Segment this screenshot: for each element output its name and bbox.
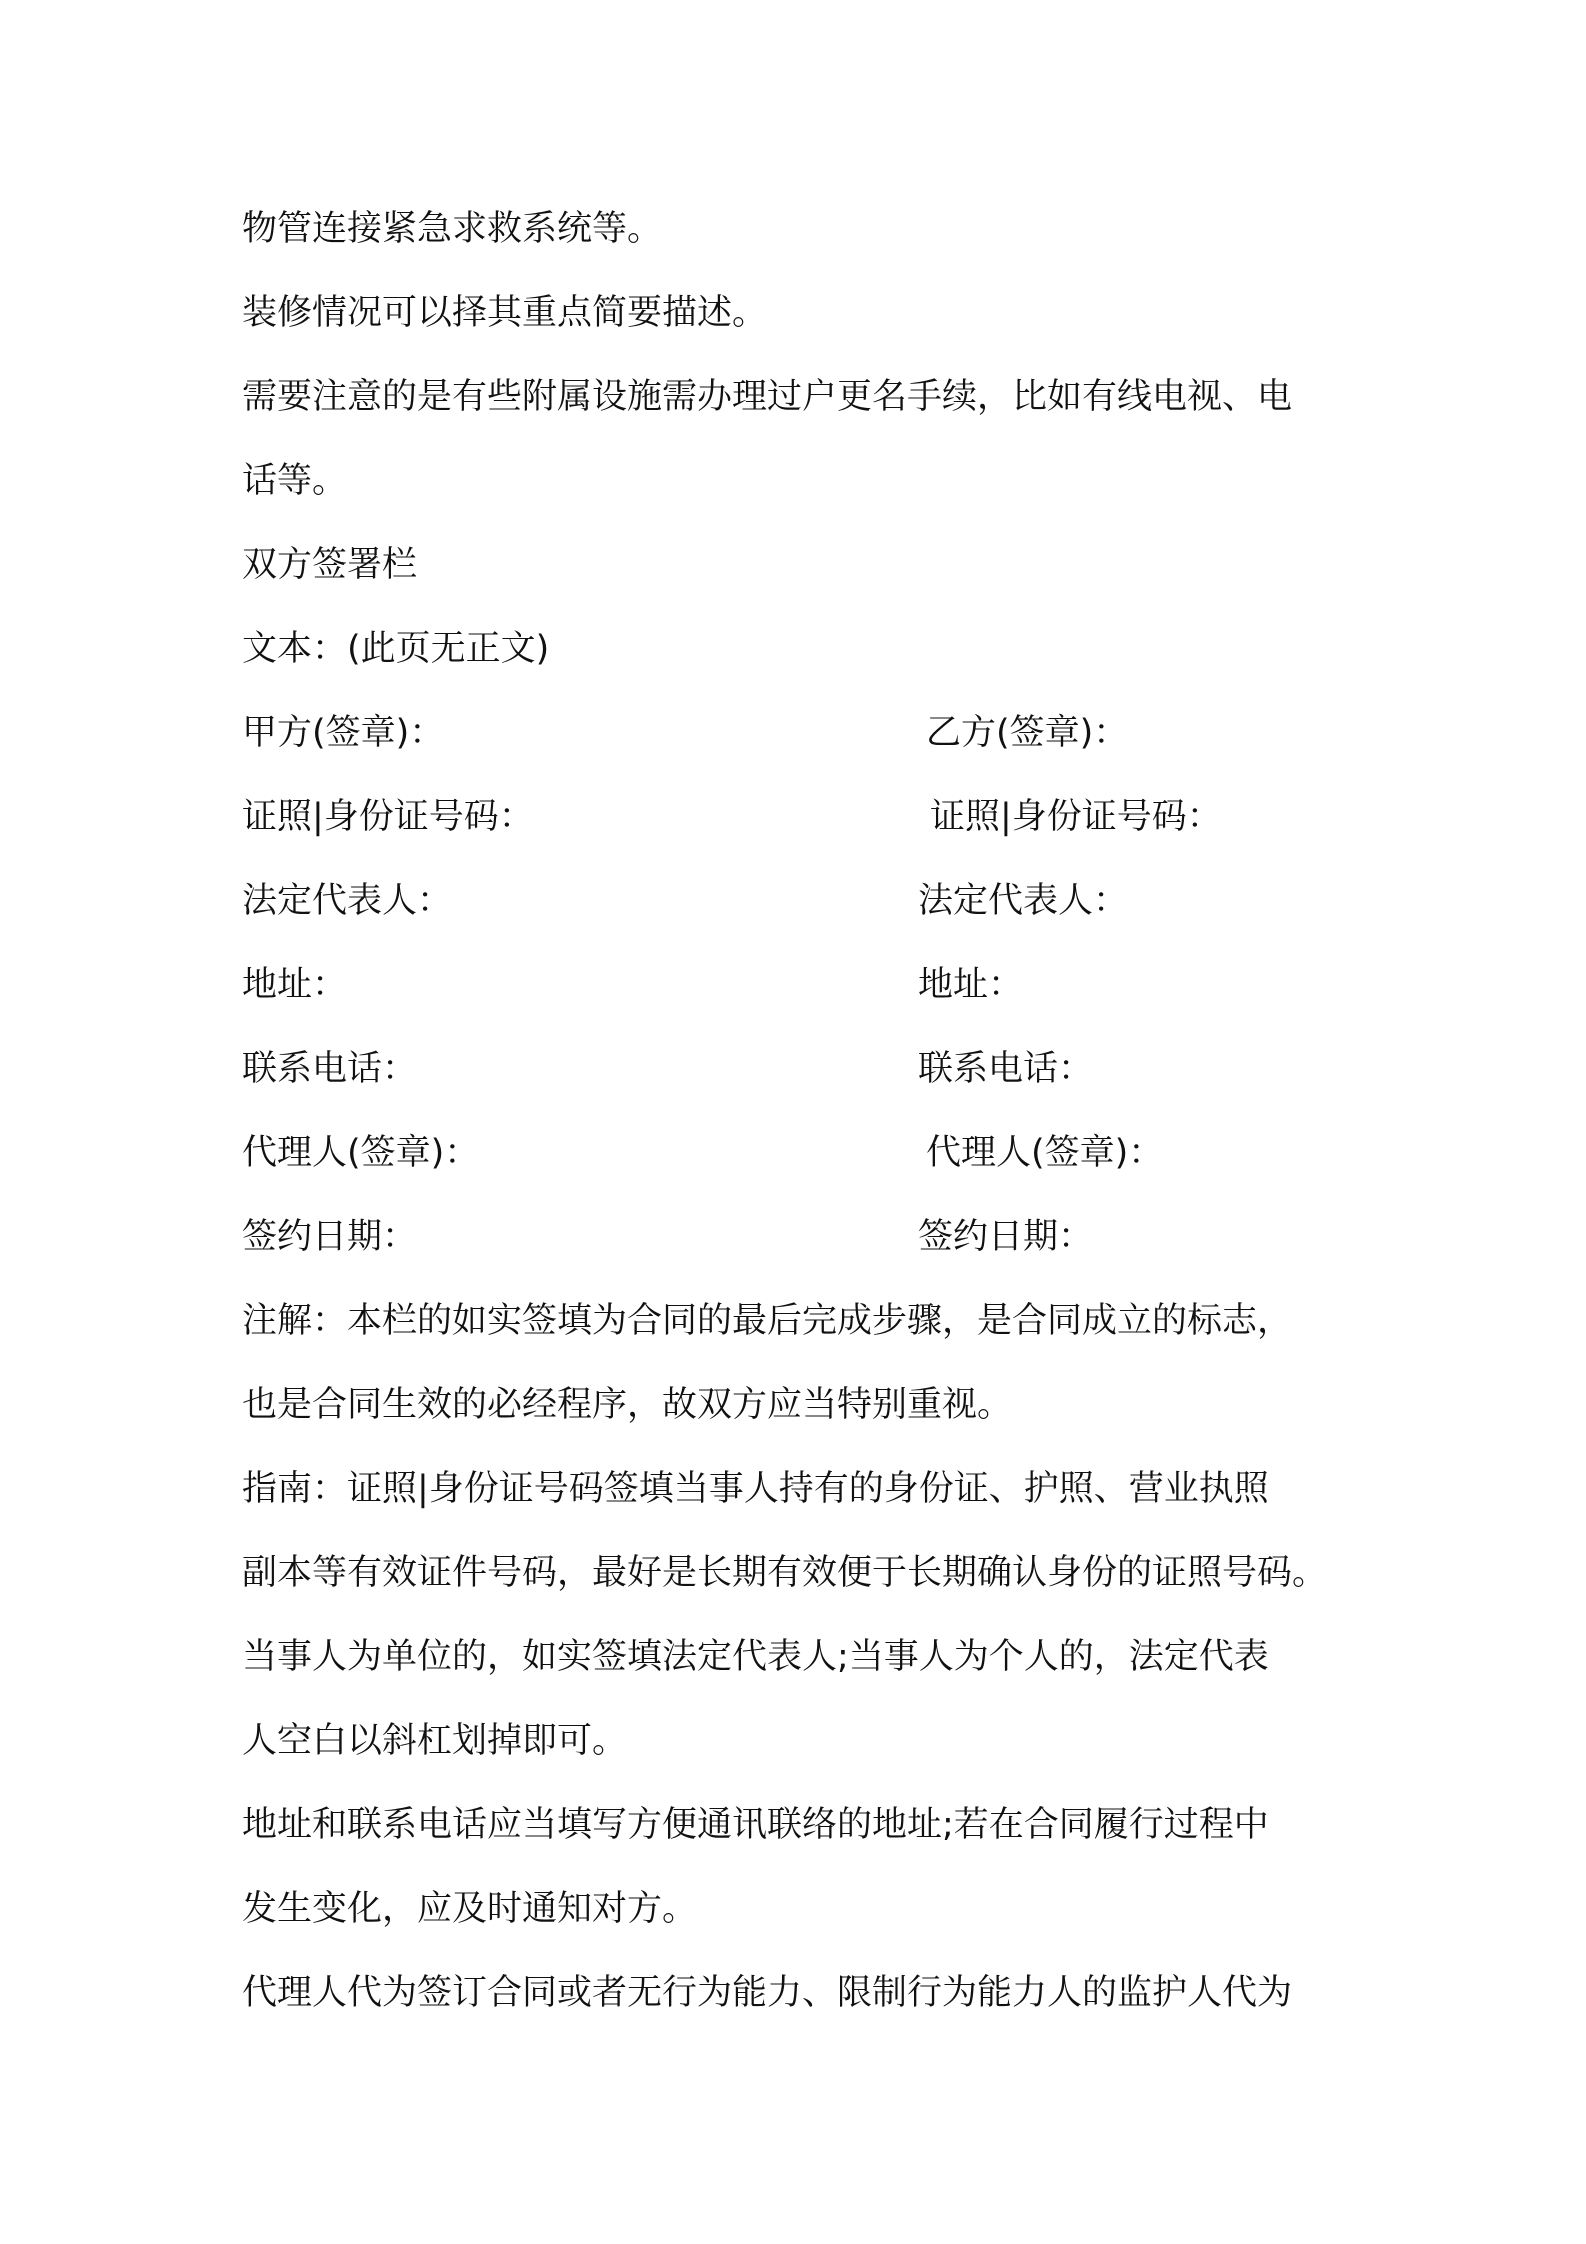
notes-line-3: 指南：证照|身份证号码签填当事人持有的身份证、护照、营业执照 — [242, 1469, 1269, 1509]
party-b-agent-label: 代理人(签章)： — [926, 1133, 1164, 1173]
party-a-phone-label: 联系电话： — [242, 1049, 418, 1089]
notes-line-1: 注解：本栏的如实签填为合同的最后完成步骤，是合同成立的标志， — [242, 1301, 1293, 1341]
section-title: 双方签署栏 — [242, 545, 418, 585]
notes-line-2: 也是合同生效的必经程序，故双方应当特别重视。 — [242, 1385, 1013, 1425]
intro-line-4: 话等。 — [242, 461, 348, 501]
party-b-legal-rep-label: 法定代表人： — [918, 881, 1129, 921]
party-a-id-label: 证照|身份证号码： — [242, 797, 534, 837]
notes-line-7: 地址和联系电话应当填写方便通讯联络的地址;若在合同履行过程中 — [242, 1805, 1269, 1845]
notes-line-8: 发生变化，应及时通知对方。 — [242, 1889, 698, 1929]
text-note: 文本：(此页无正文) — [242, 629, 550, 669]
party-a-seal-label: 甲方(签章)： — [242, 713, 445, 753]
party-a-legal-rep-label: 法定代表人： — [242, 881, 453, 921]
notes-line-9: 代理人代为签订合同或者无行为能力、限制行为能力人的监护人代为 — [242, 1973, 1293, 2013]
party-b-date-label: 签约日期： — [918, 1217, 1094, 1257]
intro-line-1: 物管连接紧急求救系统等。 — [242, 209, 663, 249]
notes-line-4: 副本等有效证件号码，最好是长期有效便于长期确认身份的证照号码。 — [242, 1553, 1328, 1593]
notes-line-5: 当事人为单位的，如实签填法定代表人;当事人为个人的，法定代表 — [242, 1637, 1269, 1677]
party-b-id-label: 证照|身份证号码： — [930, 797, 1222, 837]
party-a-date-label: 签约日期： — [242, 1217, 418, 1257]
notes-line-6: 人空白以斜杠划掉即可。 — [242, 1721, 628, 1761]
party-a-address-label: 地址： — [242, 965, 348, 1005]
party-b-seal-label: 乙方(签章)： — [926, 713, 1129, 753]
party-b-phone-label: 联系电话： — [918, 1049, 1094, 1089]
intro-line-2: 装修情况可以择其重点简要描述。 — [242, 293, 768, 333]
party-a-agent-label: 代理人(签章)： — [242, 1133, 480, 1173]
intro-line-3: 需要注意的是有些附属设施需办理过户更名手续，比如有线电视、电 — [242, 377, 1293, 417]
party-b-address-label: 地址： — [918, 965, 1024, 1005]
